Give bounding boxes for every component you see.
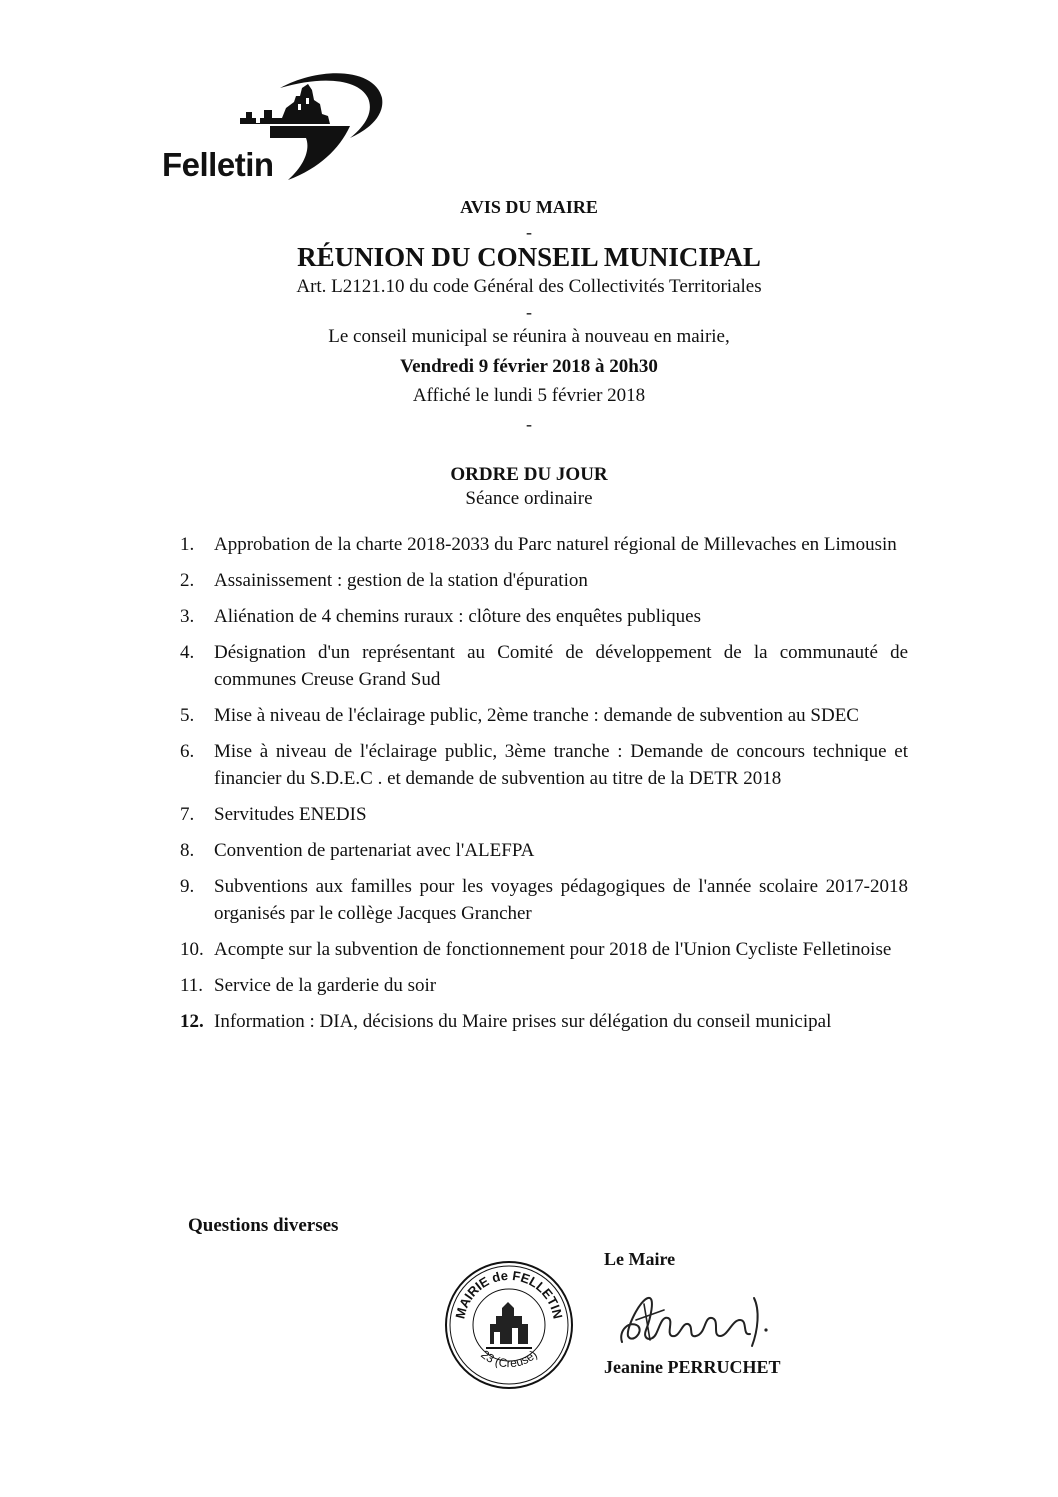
agenda-item-text: Approbation de la charte 2018-2033 du Parc naturel régional de Millevaches en Limousin: [214, 534, 897, 555]
agenda-heading: ORDRE DU JOUR: [450, 464, 608, 485]
agenda-item: [180, 837, 908, 864]
agenda-item-number: 4.: [180, 642, 195, 663]
page-title: RÉUNION DU CONSEIL MUNICIPAL: [297, 242, 761, 272]
agenda-item-number: 6.: [180, 741, 195, 762]
felletin-logo: [160, 68, 390, 188]
agenda-item-text: Mise à niveau de l'éclairage public, 3ème tranche : Demande de concours technique et financier du S.D.E.C . et demande de subvention au titre de la DETR 2018: [214, 741, 908, 789]
separator-dash: -: [526, 414, 532, 434]
agenda-item-number: 10.: [180, 939, 204, 960]
agenda-item-text: Service de la garderie du soir: [214, 975, 437, 996]
agenda-item-number: 9.: [180, 876, 195, 897]
agenda-item: [180, 972, 908, 999]
agenda-item: [180, 702, 908, 729]
agenda-item-number: 12.: [180, 1011, 204, 1032]
agenda-item-text: Assainissement : gestion de la station d'épuration: [214, 570, 588, 591]
agenda-item-number: 8.: [180, 840, 195, 861]
agenda-item: [180, 801, 908, 828]
posted-date: Affiché le lundi 5 février 2018: [412, 385, 646, 406]
mayor-name: Jeanine PERRUCHET: [604, 1357, 781, 1377]
agenda-subheading: Séance ordinaire: [465, 488, 593, 509]
meeting-date: Vendredi 9 février 2018 à 20h30: [400, 356, 658, 377]
official-stamp: [442, 1258, 576, 1392]
agenda-item: [180, 738, 908, 792]
agenda-item-number: 3.: [180, 606, 195, 627]
agenda-item-number: 7.: [180, 804, 195, 825]
signature-scribble: [616, 1290, 776, 1354]
agenda-item-text: Information : DIA, décisions du Maire prises sur délégation du conseil municipal: [214, 1011, 832, 1032]
svg-text:23 (Creuse): [478, 1347, 540, 1370]
separator-dash: -: [526, 302, 532, 322]
stamp-seal-icon: [442, 1258, 576, 1392]
agenda-item: [180, 936, 908, 963]
agenda-item: [180, 567, 908, 594]
questions-diverses: Questions diverses: [188, 1215, 339, 1236]
agenda-item-text: Aliénation de 4 chemins ruraux : clôture des enquêtes publiques: [214, 606, 702, 627]
agenda-list: [180, 531, 908, 1044]
logo-wordmark: Felletin: [162, 146, 274, 183]
agenda-item-text: Subventions aux familles pour les voyages pédagogiques de l'année scolaire 2017-2018 organisés par le collège Jacques Grancher: [214, 876, 908, 924]
agenda-item-number: 11.: [180, 975, 204, 996]
mayor-title: Le Maire: [604, 1249, 676, 1269]
agenda-item-text: Désignation d'un représentant au Comité de développement de la communauté de communes Creuse Grand Sud: [214, 642, 908, 690]
mayor-signature: [616, 1290, 776, 1354]
agenda-item-text: Servitudes ENEDIS: [214, 804, 367, 825]
agenda-item: [180, 873, 908, 927]
agenda-item: [180, 1008, 908, 1035]
notice-label: AVIS DU MAIRE: [460, 197, 598, 217]
separator-dash: -: [526, 222, 532, 242]
stamp-text-top: MAIRIE de FELLETIN: [452, 1267, 566, 1321]
agenda-item: [180, 639, 908, 693]
agenda-item-number: 1.: [180, 534, 195, 555]
stamp-text-bottom: 23 (Creuse): [478, 1347, 540, 1371]
agenda-item-text: Convention de partenariat avec l'ALEFPA: [214, 840, 535, 861]
agenda-item-number: 5.: [180, 705, 195, 726]
meeting-intro: Le conseil municipal se réunira à nouveau en mairie,: [328, 326, 730, 347]
agenda-item-text: Mise à niveau de l'éclairage public, 2ème tranche : demande de subvention au SDEC: [214, 705, 859, 726]
agenda-item-text: Acompte sur la subvention de fonctionnement pour 2018 de l'Union Cycliste Felletinoise: [214, 939, 892, 960]
agenda-item: [180, 603, 908, 630]
agenda-item: [180, 531, 908, 558]
agenda-item-number: 2.: [180, 570, 195, 591]
legal-reference: Art. L2121.10 du code Général des Collectivités Territoriales: [296, 276, 762, 297]
